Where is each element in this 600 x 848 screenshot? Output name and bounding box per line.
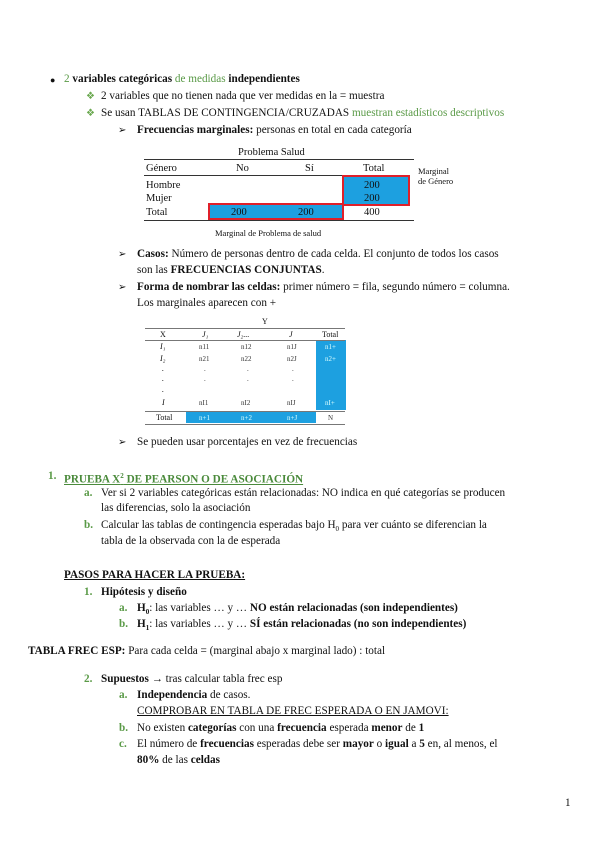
- table2-cell: N: [328, 414, 334, 422]
- step2-a-line: Independencia de casos.: [137, 689, 251, 701]
- table2-cell: n12: [241, 343, 252, 351]
- table2-cell: nI+: [325, 399, 335, 407]
- sub-bullet-1: 2 variables que no tienen nada que ver medidas en la = muestra: [101, 90, 385, 102]
- table2-cell: .: [204, 365, 206, 373]
- table1-col-genero: Género: [146, 163, 177, 174]
- table2-rule-total: [145, 411, 345, 412]
- table2-col-header: J: [289, 330, 293, 339]
- arrow-bullet-icon: ➢: [118, 437, 127, 448]
- table2-rule-top: [145, 328, 345, 329]
- hypothesis-h0: $H_0$: las variables … y … NO están relacionadas (son independientes): [137, 602, 458, 617]
- table2-cell: .: [204, 375, 206, 383]
- table1-cell: 200: [364, 180, 380, 191]
- table1-rule-bottom: [144, 220, 414, 221]
- forma-line-2: Los marginales aparecen con +: [137, 297, 277, 309]
- table1-rule-header: [144, 175, 342, 176]
- table2-rule-header: [145, 340, 345, 341]
- table1-cell: 200: [231, 207, 247, 218]
- table2-cell: nIJ: [287, 399, 296, 407]
- table2-cell: n+1: [199, 414, 210, 422]
- table2-cell: n+2: [241, 414, 252, 422]
- table2-y-label: Y: [262, 317, 268, 326]
- casos-line-1: Casos: Número de personas dentro de cada celda. El conjunto de todos los casos: [137, 248, 499, 260]
- table2-cell: n22: [241, 355, 252, 363]
- table1-rule-top: [144, 159, 414, 160]
- table1-col-no: No: [236, 163, 249, 174]
- list-label: a.: [84, 487, 93, 499]
- step1-title: Hipótesis y diseño: [101, 586, 187, 598]
- table2-cell: .: [292, 375, 294, 383]
- table1-side-note: Marginal: [418, 166, 450, 176]
- hypothesis-h1: $H_1$: las variables … y … SÍ están relacionadas (no son independientes): [137, 618, 467, 633]
- table2-col-header: J₁: [202, 330, 209, 339]
- section-title: PRUEBA $X^2$ DE PEARSON O DE ASOCIACIÓN: [64, 472, 304, 486]
- table2-row-header: I: [162, 398, 165, 407]
- table1-bottom-note: Marginal de Problema de salud: [215, 228, 322, 238]
- table2-x-label: X: [160, 330, 166, 339]
- table1-row-label: Mujer: [146, 193, 172, 204]
- bullet-marker: ●: [50, 75, 56, 85]
- table2-cell: n1J: [287, 343, 297, 351]
- porcentajes-line: Se pueden usar porcentajes en vez de frecuencias: [137, 436, 358, 448]
- table1-col-total: Total: [363, 163, 385, 174]
- page-number: 1: [565, 797, 571, 809]
- table1-row-label: Hombre: [146, 180, 181, 191]
- table1-cell: 200: [364, 193, 380, 204]
- table2-cell: n2+: [325, 355, 336, 363]
- forma-line-1: Forma de nombrar las celdas: primer número = fila, segundo número = columna.: [137, 281, 510, 293]
- step2-c-line2: 80% de las celdas: [137, 754, 220, 766]
- comprobar-line: COMPROBAR EN TABLA DE FREC ESPERADA O EN JAMOVI:: [137, 705, 449, 717]
- table1-cell: 400: [364, 207, 380, 218]
- arrow-bullet-icon: ➢: [118, 125, 127, 136]
- diamond-bullet-icon: ❖: [86, 91, 95, 102]
- pasos-title: PASOS PARA HACER LA PRUEBA:: [64, 569, 246, 581]
- table2-cell: .: [247, 365, 249, 373]
- section1-b-line2: tabla de la observada con la de esperada: [101, 535, 281, 547]
- table2-cell: n+J: [287, 414, 298, 422]
- table2-cell: n1+: [325, 343, 336, 351]
- table2-col-header: Total: [322, 330, 339, 339]
- table2-cell: n21: [199, 355, 210, 363]
- step2-b-line: No existen categorías con una frecuencia esperada menor de 1: [137, 722, 425, 734]
- arrow-bullet-icon: ➢: [118, 249, 127, 260]
- table1-group-header: Problema Salud: [238, 147, 305, 158]
- arrow-bullet-icon: ➢: [118, 282, 127, 293]
- table2-cell: n11: [199, 343, 210, 351]
- table2-rule-bottom: [145, 424, 345, 425]
- table2-row-header: I₂: [160, 354, 166, 363]
- section-number: 1.: [48, 470, 57, 482]
- table2-cell: .: [247, 375, 249, 383]
- list-label: b.: [84, 519, 94, 531]
- tabla-frec-esp-line: TABLA FREC ESP: Para cada celda = (marginal abajo x marginal lado) : total: [28, 645, 386, 657]
- section1-a-line2: las diferencias, solo la asociación: [101, 502, 251, 514]
- list-label: b.: [119, 722, 129, 734]
- table2-row-header: .: [162, 374, 164, 383]
- table2-row-header: I₁: [160, 342, 166, 351]
- bullet-main-line: 2 variables categóricas de medidas independientes: [64, 73, 300, 85]
- list-label: 1.: [84, 586, 93, 598]
- table2-row-header: Total: [156, 413, 173, 422]
- list-label: b.: [119, 618, 129, 630]
- table1-side-note: de Género: [418, 176, 454, 186]
- marginal-salud-box: [208, 203, 344, 220]
- table2-cell: .: [292, 365, 294, 373]
- casos-line-2: son las FRECUENCIAS CONJUNTAS.: [137, 264, 325, 276]
- table2-cell: n2J: [287, 355, 297, 363]
- frecuencias-marginales-line: Frecuencias marginales: personas en total en cada categoría: [137, 124, 412, 136]
- list-label: c.: [119, 738, 127, 750]
- diamond-bullet-icon: ❖: [86, 108, 95, 119]
- table2-cell: nI2: [241, 399, 251, 407]
- table1-col-si: Sí: [305, 163, 314, 174]
- table2-cell: nI1: [199, 399, 209, 407]
- sub-bullet-2: Se usan TABLAS DE CONTINGENCIA/CRUZADAS muestran estadísticos descriptivos: [101, 107, 505, 119]
- list-label: a.: [119, 689, 128, 701]
- table2-col-header: J₂...: [237, 330, 250, 339]
- list-label: 2.: [84, 673, 93, 685]
- table2-row-header: .: [162, 385, 164, 394]
- step2-title: Supuestos → tras calcular tabla frec esp: [101, 673, 283, 685]
- step2-c-line1: El número de frecuencias esperadas debe ser mayor o igual a 5 en, al menos, el: [137, 738, 498, 750]
- section1-a-line1: Ver si 2 variables categóricas están relacionadas: NO indica en qué categorías se producen: [101, 487, 506, 499]
- table1-cell: 200: [298, 207, 314, 218]
- list-label: a.: [119, 602, 128, 614]
- section1-b-line1: Calcular las tablas de contingencia esperadas bajo $H_0$ para ver cuánto se diferencian la: [101, 519, 487, 534]
- table2-row-header: .: [162, 364, 164, 373]
- table1-row-label: Total: [146, 207, 168, 218]
